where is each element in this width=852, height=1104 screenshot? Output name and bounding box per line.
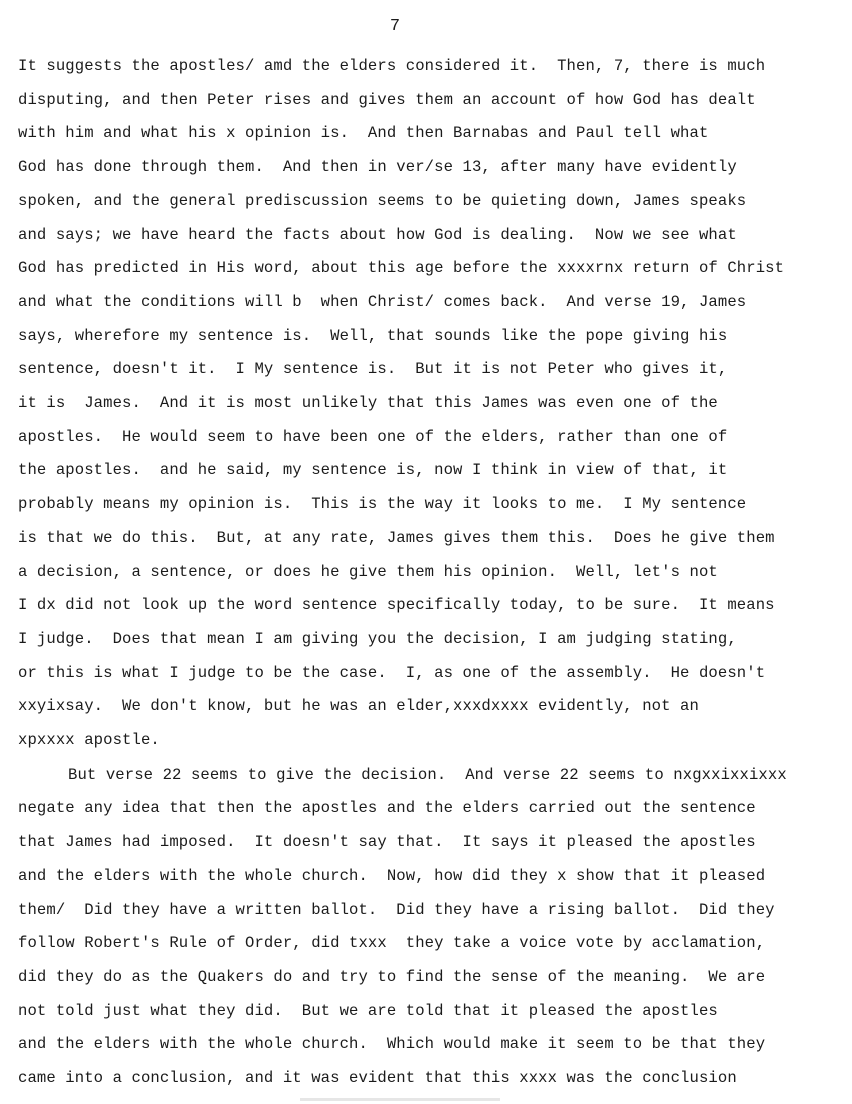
- paragraph-2-line: and the elders with the whole church. Which would make it seem to be that they: [18, 1035, 766, 1054]
- scan-smudge: [300, 1098, 500, 1101]
- text-line: or this is what I judge to be the case. I, as one of the assembly. He doesn't: [18, 663, 766, 682]
- text-line: I judge. Does that mean I am giving you the decision, I am judging stating,: [18, 629, 737, 648]
- text-line: xxyixsay. We don't know, but he was an elder,xxxdxxxx evidently, not an: [18, 697, 699, 716]
- text-line: apostles. He would seem to have been one of the elders, rather than one of: [18, 427, 728, 446]
- page-number: 7: [389, 17, 401, 36]
- paragraph-2-line: not told just what they did. But we are told that it pleased the apostles: [18, 1001, 718, 1020]
- text-line: a decision, a sentence, or does he give them his opinion. Well, let's not: [18, 562, 718, 581]
- text-line: God has predicted in His word, about this age before the xxxxrnx return of Christ: [18, 259, 785, 278]
- text-line: probably means my opinion is. This is the way it looks to me. I My sentence: [18, 495, 747, 514]
- paragraph-2-line: them/ Did they have a written ballot. Did they have a rising ballot. Did they: [18, 900, 775, 919]
- paragraph-2-line: But verse 22 seems to give the decision. And verse 22 seems to nxgxxixxixxx: [68, 765, 787, 784]
- paragraph-2-line: that James had imposed. It doesn't say that. It says it pleased the apostles: [18, 833, 756, 852]
- text-line: disputing, and then Peter rises and gives them an account of how God has dealt: [18, 90, 756, 109]
- paragraph-2-line: came into a conclusion, and it was evident that this xxxx was the conclusion: [18, 1069, 737, 1088]
- paragraph-2-line: follow Robert's Rule of Order, did txxx they take a voice vote by acclamation,: [18, 934, 766, 953]
- text-line: the apostles. and he said, my sentence is, now I think in view of that, it: [18, 461, 728, 480]
- text-line: is that we do this. But, at any rate, James gives them this. Does he give them: [18, 528, 775, 547]
- text-line: says, wherefore my sentence is. Well, that sounds like the pope giving his: [18, 326, 728, 345]
- text-line: spoken, and the general prediscussion seems to be quieting down, James speaks: [18, 191, 747, 210]
- text-line: xpxxxx apostle.: [18, 731, 160, 750]
- text-line: sentence, doesn't it. I My sentence is. But it is not Peter who gives it,: [18, 360, 728, 379]
- body-text: [18, 50, 848, 1096]
- paragraph-2-line: and the elders with the whole church. Now, how did they x show that it pleased: [18, 866, 766, 885]
- text-line: and what the conditions will b when Christ/ comes back. And verse 19, James: [18, 292, 747, 311]
- text-line: I dx did not look up the word sentence specifically today, to be sure. It means: [18, 596, 775, 615]
- text-line: God has done through them. And then in ver/se 13, after many have evidently: [18, 158, 737, 177]
- paragraph-2-line: negate any idea that then the apostles and the elders carried out the sentence: [18, 799, 756, 818]
- text-line: It suggests the apostles/ amd the elders considered it. Then, 7, there is much: [18, 57, 766, 75]
- text-line: it is James. And it is most unlikely that this James was even one of the: [18, 394, 718, 413]
- text-line: and says; we have heard the facts about how God is dealing. Now we see what: [18, 225, 737, 244]
- paragraph-2-line: did they do as the Quakers do and try to find the sense of the meaning. We are: [18, 967, 766, 986]
- text-line: with him and what his x opinion is. And then Barnabas and Paul tell what: [18, 124, 709, 143]
